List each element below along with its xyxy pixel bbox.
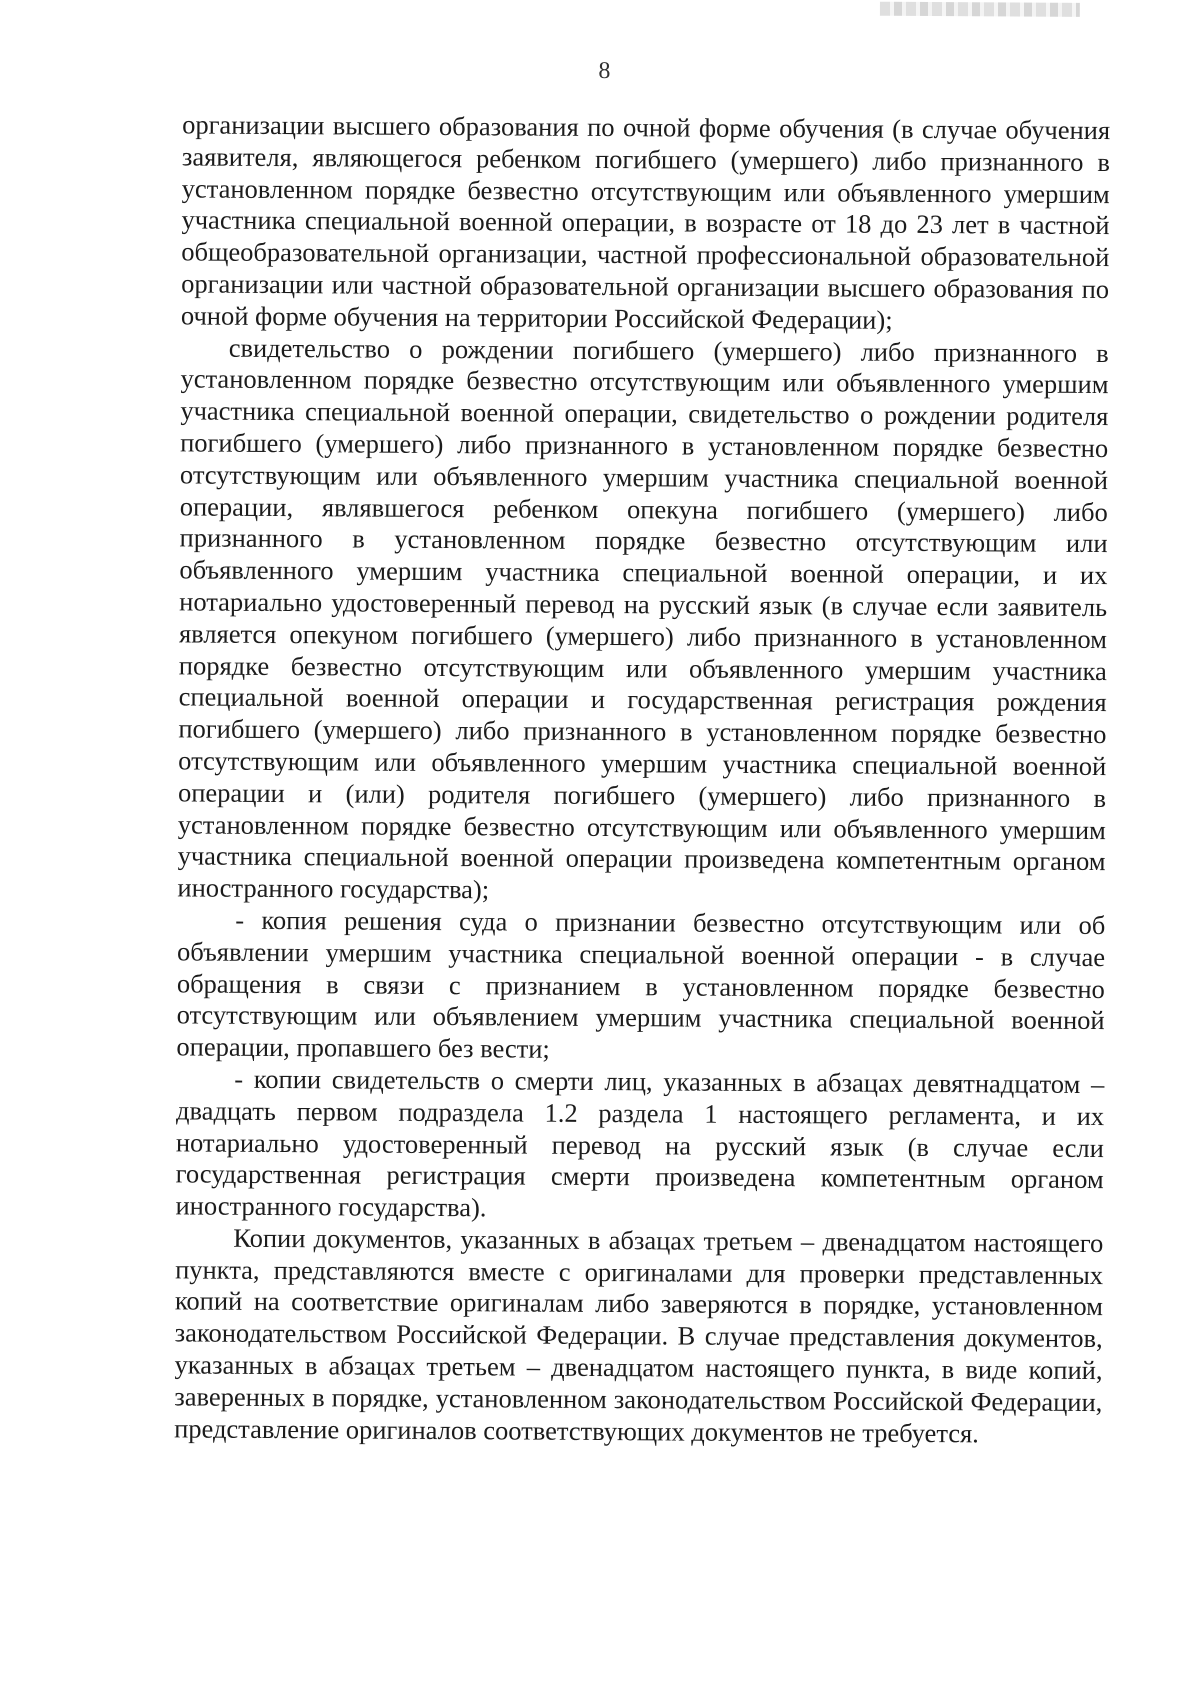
document-body [174, 109, 1110, 1450]
paragraph-birth-certificate: свидетельство о рождении погибшего (умершего) либо признанного в установленном порядке безвестно отсутствующим или объявленного умершим участника специальной военной операции, свидетельство о рождении родителя погибшего (умершего) либо признанного в установленном порядке безвестно отсутствующим или объявленного умершим участника специальной военной операции, являвшегося ребенком опекуна погибшего (умершего) либо признанного в установленном порядке безвестно отсутствующим или объявленного умершим участника специальной военной операции, и их нотариально удостоверенный перевод на русский язык (в случае если заявитель является опекуном погибшего (умершего) либо признанного в установленном порядке безвестно отсутствующим или объявленного умершим участника специальной военной операции и государственная регистрация рождения погибшего (умершего) либо признанного в установленном порядке безвестно отсутствующим или объявленного умершим участника специальной военной операции и (или) родителя погибшего (умершего) либо признанного в установленном порядке безвестно отсутствующим или объявленного умершим участника специальной военной операции произведена компетентным органом иностранного государства); [177, 332, 1109, 905]
page-number: 8 [598, 57, 611, 85]
paragraph-continuation: организации высшего образования по очной форме обучения (в случае обучения заявителя, являющегося ребенком погибшего (умершего) либо признанного в установленном порядке безвестно отсутствующим или объявленного умершим участника специальной военной операции, в возрасте от 18 до 23 лет в частной общеобразовательной организации, частной профессиональной образовательной организации или частной образовательной организации высшего образования по очной форме обучения на территории Российской Федерации); [180, 109, 1111, 335]
scan-stamp-mark [880, 2, 1080, 17]
paragraph-court-decision: - копия решения суда о признании безвестно отсутствующим или об объявлении умершим участника специальной военной операции - в случае обращения в связи с признанием в установленном порядке безвестно отсутствующим или объявлением умершим участника специальной военной операции, пропавшего без вести; [176, 904, 1106, 1064]
paragraph-death-certificates: - копии свидетельств о смерти лиц, указанных в абзацах девятнадцатом – двадцать первом подраздела 1.2 раздела 1 настоящего регламента, и их нотариально удостоверенный перевод на русский язык (в случае если государственная регистрация смерти произведена компетентным органом иностранного государства). [175, 1063, 1105, 1223]
paragraph-document-copies: Копии документов, указанных в абзацах третьем – двенадцатом настоящего пункта, представляются вместе с оригиналами для проверки представленных копий на соответствие оригиналам либо заверяются в порядке, установленном законодательством Российской Федерации. В случае представления документов, указанных в абзацах третьем – двенадцатом настоящего пункта, в виде копий, заверенных в порядке, установленном законодательством Российской Федерации, представление оригиналов соответствующих документов не требуется. [174, 1222, 1104, 1448]
